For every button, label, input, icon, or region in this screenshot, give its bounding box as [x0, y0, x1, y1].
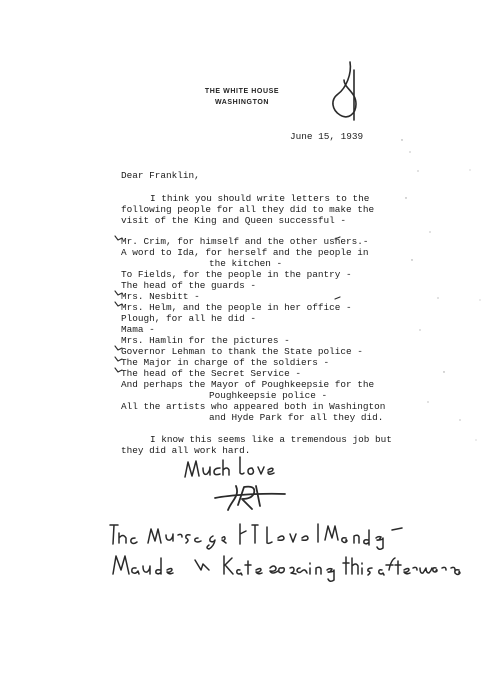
list-item: Plough, for all he did - — [121, 313, 257, 324]
handwritten-note-line-2-text — [112, 556, 449, 576]
intro-line: following people for all they did to make the — [121, 204, 375, 215]
list-item: A word to Ida, for herself and the people in — [121, 247, 369, 258]
closing-paragraph-line: they did all work hard. — [121, 445, 251, 456]
handwritten-closing-text — [182, 456, 251, 471]
list-item: the kitchen - — [209, 258, 283, 269]
intro-line: visit of the King and Queen successful - — [121, 215, 347, 226]
list-item: The head of the guards - — [121, 280, 257, 291]
list-item: Mama - — [121, 324, 155, 335]
list-item: All the artists who appeared both in Washington — [121, 401, 386, 412]
intro-line: I think you should write letters to the — [150, 193, 370, 204]
list-item: To Fields, for the people in the pantry - — [121, 269, 352, 280]
list-item: Mrs. Hamlin for the pictures - — [121, 335, 290, 346]
list-item: And perhaps the Mayor of Poughkeepsie for the — [121, 379, 375, 390]
list-item: Poughkeepsie police - — [209, 390, 328, 401]
letter-date: June 15, 1939 — [290, 131, 364, 142]
handwritten-file-mark-text — [337, 64, 361, 120]
list-item: The Major in charge of the soldiers - — [121, 357, 330, 368]
handwritten-note-line-1-text — [110, 523, 391, 543]
list-item: Mrs. Helm, and the people in her office - — [121, 302, 352, 313]
closing-paragraph-line: I know this seems like a tremendous job but — [150, 434, 392, 445]
letterhead-city: WASHINGTON — [214, 99, 270, 106]
salutation: Dear Franklin, — [121, 170, 200, 181]
list-item: The head of the Secret Service - — [121, 368, 302, 379]
handwritten-initials-text — [232, 485, 259, 506]
list-item: Mr. Crim, for himself and the other ushers.- — [121, 236, 369, 247]
scan-noise — [401, 139, 480, 440]
list-item: Governor Lehman to thank the State police - — [121, 346, 363, 357]
list-item: Mrs. Nesbitt - — [121, 291, 200, 302]
letterhead-title: THE WHITE HOUSE — [204, 88, 280, 95]
list-item: and Hyde Park for all they did. — [209, 412, 384, 423]
